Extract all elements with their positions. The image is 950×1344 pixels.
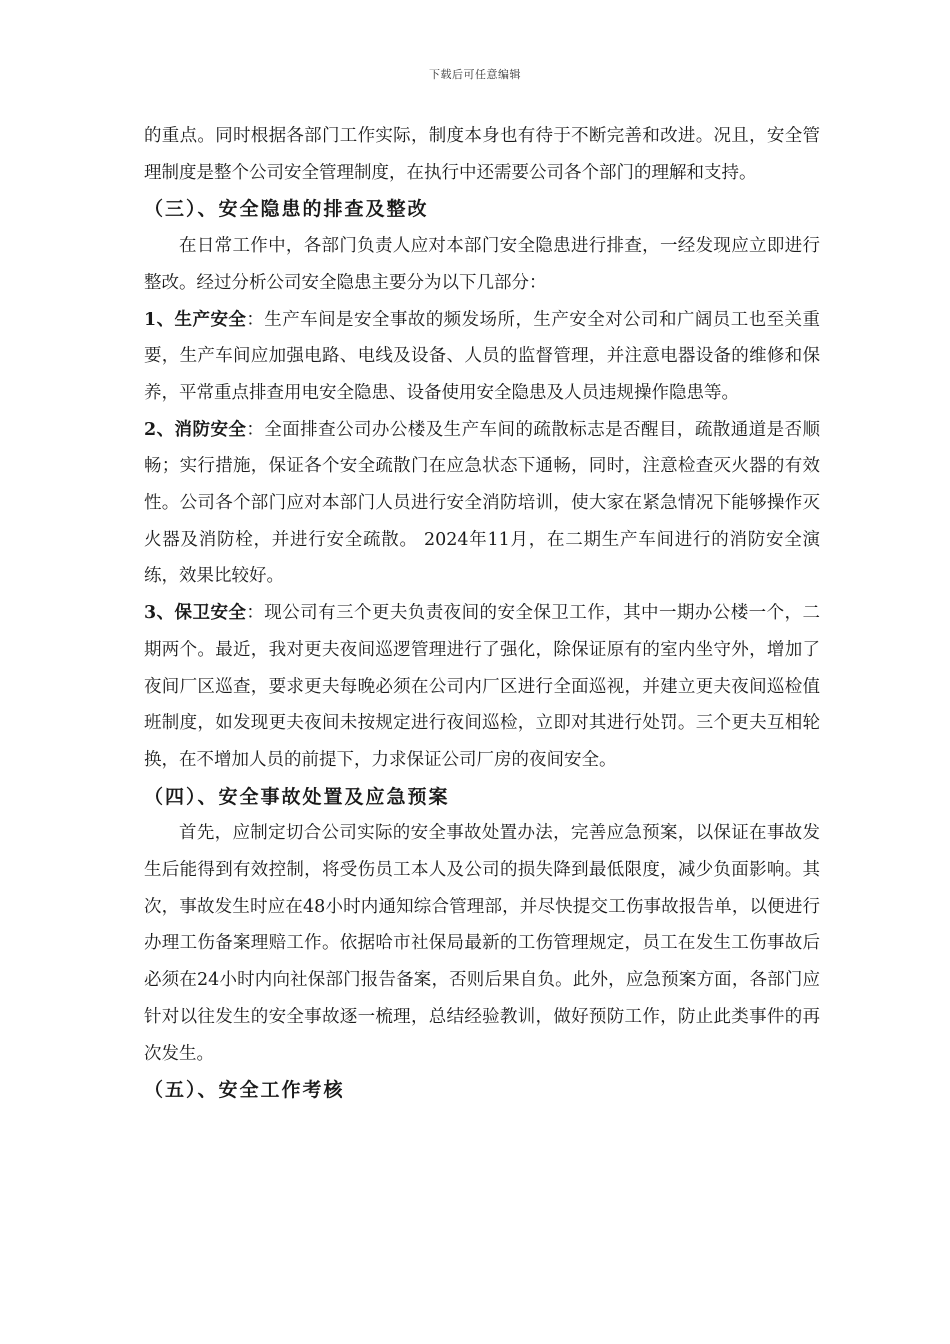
item-text: ：现公司有三个更夫负责夜间的安全保卫工作，其中一期办公楼一个，二期两个。最近，我对更夫夜间巡逻管理进行了强化，除保证原有的室内坐守外，增加了夜间厂区巡查，要求更夫每晚必须在公司内厂区进行全面巡视，并建立更夫夜间巡检值班制度，如发现更夫夜间未按规定进行夜间巡检，立即对其进行处罚。三个更夫互相轮换，在不增加人员的前提下，力求保证公司厂房的夜间安全。 <box>144 603 820 770</box>
document-body <box>144 118 820 1109</box>
item-fire-safety <box>144 412 820 596</box>
item-production-safety <box>144 302 820 412</box>
item-title: 1、生产安全 <box>144 309 247 330</box>
section-4-body: 首先，应制定切合公司实际的安全事故处置办法，完善应急预案，以保证在事故发生后能得到有效控制，将受伤员工本人及公司的损失降到最低限度，减少负面影响。其次，事故发生时应在48小时内通知综合管理部，并尽快提交工伤事故报告单，以便进行办理工伤备案理赔工作。依据哈市社保局最新的工伤管理规定，员工在发生工伤事故后必须在24小时内向社保部门报告备案，否则后果自负。此外，应急预案方面，各部门应针对以往发生的安全事故逐一梳理，总结经验教训，做好预防工作，防止此类事件的再次发生。 <box>144 823 820 1064</box>
section-5-heading: （五）、安全工作考核 <box>144 1079 345 1102</box>
item-security-safety <box>144 595 820 779</box>
intro-paragraph: 的重点。同时根据各部门工作实际，制度本身也有待于不断完善和改进。况且，安全管理制度是整个公司安全管理制度，在执行中还需要公司各个部门的理解和支持。 <box>144 126 820 183</box>
section-3-intro: 在日常工作中，各部门负责人应对本部门安全隐患进行排查，一经发现应立即进行整改。经过分析公司安全隐患主要分为以下几部分： <box>144 236 820 293</box>
section-3-heading: （三）、安全隐患的排查及整改 <box>144 198 429 221</box>
item-text: ：全面排查公司办公楼及生产车间的疏散标志是否醒目，疏散通道是否顺畅；实行措施，保证各个安全疏散门在应急状态下通畅，同时，注意检查灭火器的有效性。公司各个部门应对本部门人员进行安全消防培训，使大家在紧急情况下能够操作灭火器及消防栓，并进行安全疏散。 2024年11月，在二期生产车间进行的消防安全演练，效果比较好。 <box>144 419 820 587</box>
section-4-heading: （四）、安全事故处置及应急预案 <box>144 785 450 808</box>
item-title: 2、消防安全 <box>144 419 247 440</box>
item-text: ：生产车间是安全事故的频发场所，生产安全对公司和广阔员工也至关重要，生产车间应加强电路、电线及设备、人员的监督管理，并注意电器设备的维修和保养，平常重点排查用电安全隐患、设备使用安全隐患及人员违规操作隐患等。 <box>144 309 820 403</box>
item-title: 3、保卫安全 <box>144 603 247 624</box>
header-note: 下载后可任意编辑 <box>429 68 521 81</box>
